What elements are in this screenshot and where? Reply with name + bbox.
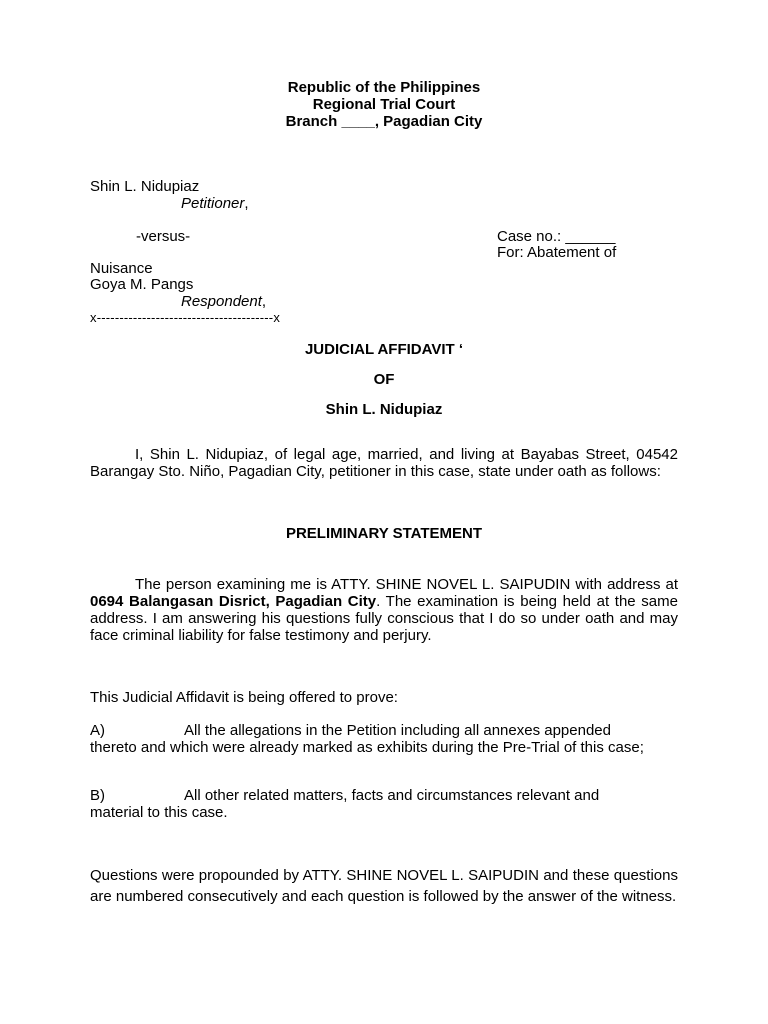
case-nature: For: Abatement of — [497, 244, 617, 261]
offer-item-a-rest: thereto and which were already marked as exhibits during the Pre-Trial of this case; — [90, 739, 644, 756]
petitioner-comma: , — [244, 195, 249, 212]
caption-divider: x---------------------------------------x — [90, 310, 281, 325]
respondent-comma: , — [261, 293, 267, 310]
respondent-label: Respondent — [181, 293, 262, 310]
intro-paragraph: I, Shin L. Nidupiaz, of legal age, married, and living at Bayabas Street, 04542 Barangay Sto. Niño, Pagadian City, petitioner in this case, state under oath as follows: — [90, 446, 678, 480]
preliminary-paragraph — [90, 576, 678, 644]
petitioner-name: Shin L. Nidupiaz — [90, 178, 200, 195]
case-number: Case no.: ______ — [497, 228, 616, 245]
preliminary-heading: PRELIMINARY STATEMENT — [285, 525, 483, 542]
header-branch: Branch ____, Pagadian City — [285, 113, 483, 130]
offer-intro: This Judicial Affidavit is being offered to prove: — [90, 689, 398, 706]
examiner-address: 0694 Balangasan Disrict, Pagadian City — [90, 593, 377, 610]
versus-label: -versus- — [136, 228, 191, 245]
affidavit-title: JUDICIAL AFFIDAVIT ‘ — [304, 341, 464, 358]
offer-item-b-label: B) — [90, 787, 105, 804]
affiant-name: Shin L. Nidupiaz — [325, 401, 443, 418]
respondent-name: Goya M. Pangs — [90, 276, 194, 293]
petitioner-label: Petitioner — [181, 195, 245, 212]
offer-item-a-label: A) — [90, 722, 105, 739]
questions-paragraph: Questions were propounded by ATTY. SHINE NOVEL L. SAIPUDIN and these questions are numbered consecutively and each question is followed by the answer of the witness. — [90, 867, 678, 905]
preliminary-text-2: . The examination is being held at the same address. I am answering his questions fully conscious that I do so under oath and may face criminal liability for false testimony and perjury. — [90, 593, 678, 644]
petitioner-label-line — [181, 195, 249, 212]
offer-item-b-rest: material to this case. — [90, 804, 228, 821]
offer-item-b-first-line: All other related matters, facts and circumstances relevant and — [184, 787, 600, 804]
affidavit-title-of: OF — [373, 371, 395, 388]
preliminary-text-1: The person examining me is ATTY. SHINE NOVEL L. SAIPUDIN with address at — [135, 576, 678, 593]
respondent-label-line — [181, 293, 266, 310]
offer-item-a-first-line: All the allegations in the Petition including all annexes appended — [184, 722, 611, 739]
header-country: Republic of the Philippines — [287, 79, 481, 96]
case-nature-continued: Nuisance — [90, 260, 153, 277]
header-court: Regional Trial Court — [312, 96, 456, 113]
